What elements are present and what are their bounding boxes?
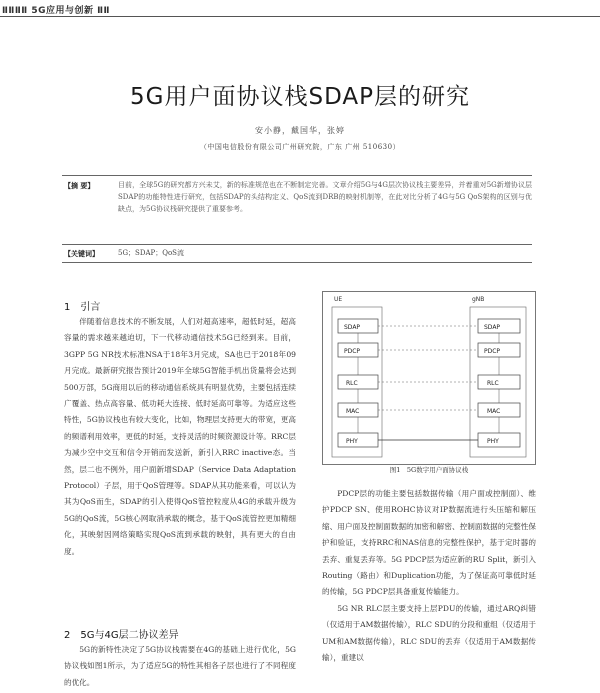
section2-paragraph: 5G的新特性决定了5G协议栈需要在4G的基础上进行优化，5G协议栈如图1所示，为了适应5G的特性其相各子层也进行了不同程度的优化。	[64, 645, 296, 687]
gnb-phy-text: PHY	[487, 438, 499, 445]
section1-heading: 1 引言	[64, 302, 101, 313]
gnb-sdap-text: SDAP	[484, 324, 501, 331]
gnb-label: gNB	[472, 296, 485, 303]
section2-body	[64, 642, 296, 691]
right-paragraph: PDCP层的功能主要包括数据传输（用户面或控制面）、维护PDCP SN、使用ROHC协议对IP数据流进行头压缩和解压缩、用户面及控制面数据的加密和解密、控制面数据的完整性保护和验证，支持RRC和NAS信息的完整性保护，基于定时器的丢弃、重复丢弃等。5G PDCP层为适应新的RU Split，新引入Routing（路由）和Duplication功能，为了保证高可靠低时延的传输，5G PDCP层具备重复传输能力。	[322, 489, 536, 597]
gnb-mac-text: MAC	[487, 408, 501, 415]
header-rule	[0, 16, 600, 17]
authors: 安小静，戴国华，张婷	[255, 126, 345, 135]
keywords-label: 【关键词】	[64, 249, 99, 258]
figure-caption: 图1 5G数字用户面协议栈	[389, 466, 469, 474]
section2-heading: 2 5G与4G层二协议差异	[64, 630, 179, 641]
right-paragraph: 5G NR RLC层主要支持上层PDU的传输，通过ARQ纠错（仅适用于AM数据传输），RLC SDU的分段和重组（仅适用于UM和AM数据传输），RLC SDU的丢弃（仅适用于AM数据传输），重建以	[322, 603, 536, 663]
ue-rlc-text: RLC	[346, 380, 358, 387]
right-column-body	[322, 486, 536, 666]
abstract-top-rule	[62, 175, 532, 176]
abstract-bottom-rule	[62, 262, 532, 263]
abstract-label: 【摘 要】	[64, 181, 95, 190]
section1-paragraph: 伴随着信息技术的不断发展，人们对超高速率，超低时延，超高容量的需求越来越迫切，下一代移动通信技术5G已经到来。目前，3GPP 5G NR技术标准NSA于18年3月完成，SA也已于2018年09月完成。最新研究报告预计2019年全球5G智能手机出货量将会达到500万部，5G商用以后的移动通信系统具有明显优势，主要包括连续广覆盖、热点高容量、低功耗大连接、低时延高可靠等。为适应这些特性，5G协议栈也有较大变化，比如，物理层支持更大的带宽，更高的频谱利用效率，更低的时延，支持灵活的时频资源设计等。RRC层为减少空中交互和信令开销而发送新，新引入RRC inactive态。当然，层二也不例外，用户面新增SDAP（Service Data Adaptation Protocol）子层，用于QoS管理等。SDAP从其功能来看，可以认为其为QoS而生，SDAP的引入使得QoS管控粒度从4G的承载升级为5G的QoS流，5G核心网取消承载的概念，基于QoS流管控更加精细化，其映射因网络策略实现QoS流到承载的映射，具有更大的自由度。	[64, 317, 296, 556]
abstract-mid-rule	[62, 244, 532, 245]
protocol-stack-diagram	[322, 291, 536, 465]
ue-label: UE	[334, 296, 343, 303]
column-header: ⅡⅡⅡⅡ 5G应用与创新 ⅡⅡ	[2, 6, 110, 16]
ue-mac-text: MAC	[346, 408, 360, 415]
ue-pdcp-text: PDCP	[344, 348, 361, 355]
section1-body	[64, 314, 296, 560]
gnb-phy-box	[478, 433, 520, 447]
gnb-pdcp-text: PDCP	[484, 348, 501, 355]
protocol-stack-figure	[322, 291, 536, 465]
affiliation: （中国电信股份有限公司广州研究院，广东 广州 510630）	[199, 143, 401, 151]
gnb-rlc-text: RLC	[487, 380, 499, 387]
ue-phy-text: PHY	[346, 438, 358, 445]
abstract-text: 目前，全球5G的研究都方兴未艾，新的标准规范也在不断制定完善。文章介绍5G与4G层次协议栈主要差异，并着重对5G新增协议层SDAP的功能特性进行研究，包括SDAP的头结构定义、QoS流到DRB的映射机制等，在此对比分析了4G与5G QoS架构的区别与优缺点，为5G协议栈研究提供了重要参考。	[118, 181, 532, 213]
ue-phy-box	[338, 433, 378, 447]
keywords-text: 5G；SDAP；QoS流	[118, 249, 184, 257]
paper-title: 5G用户面协议栈SDAP层的研究	[130, 84, 470, 110]
ue-sdap-text: SDAP	[344, 324, 361, 331]
ue-rlc-box	[338, 375, 378, 389]
gnb-rlc-box	[478, 375, 520, 389]
